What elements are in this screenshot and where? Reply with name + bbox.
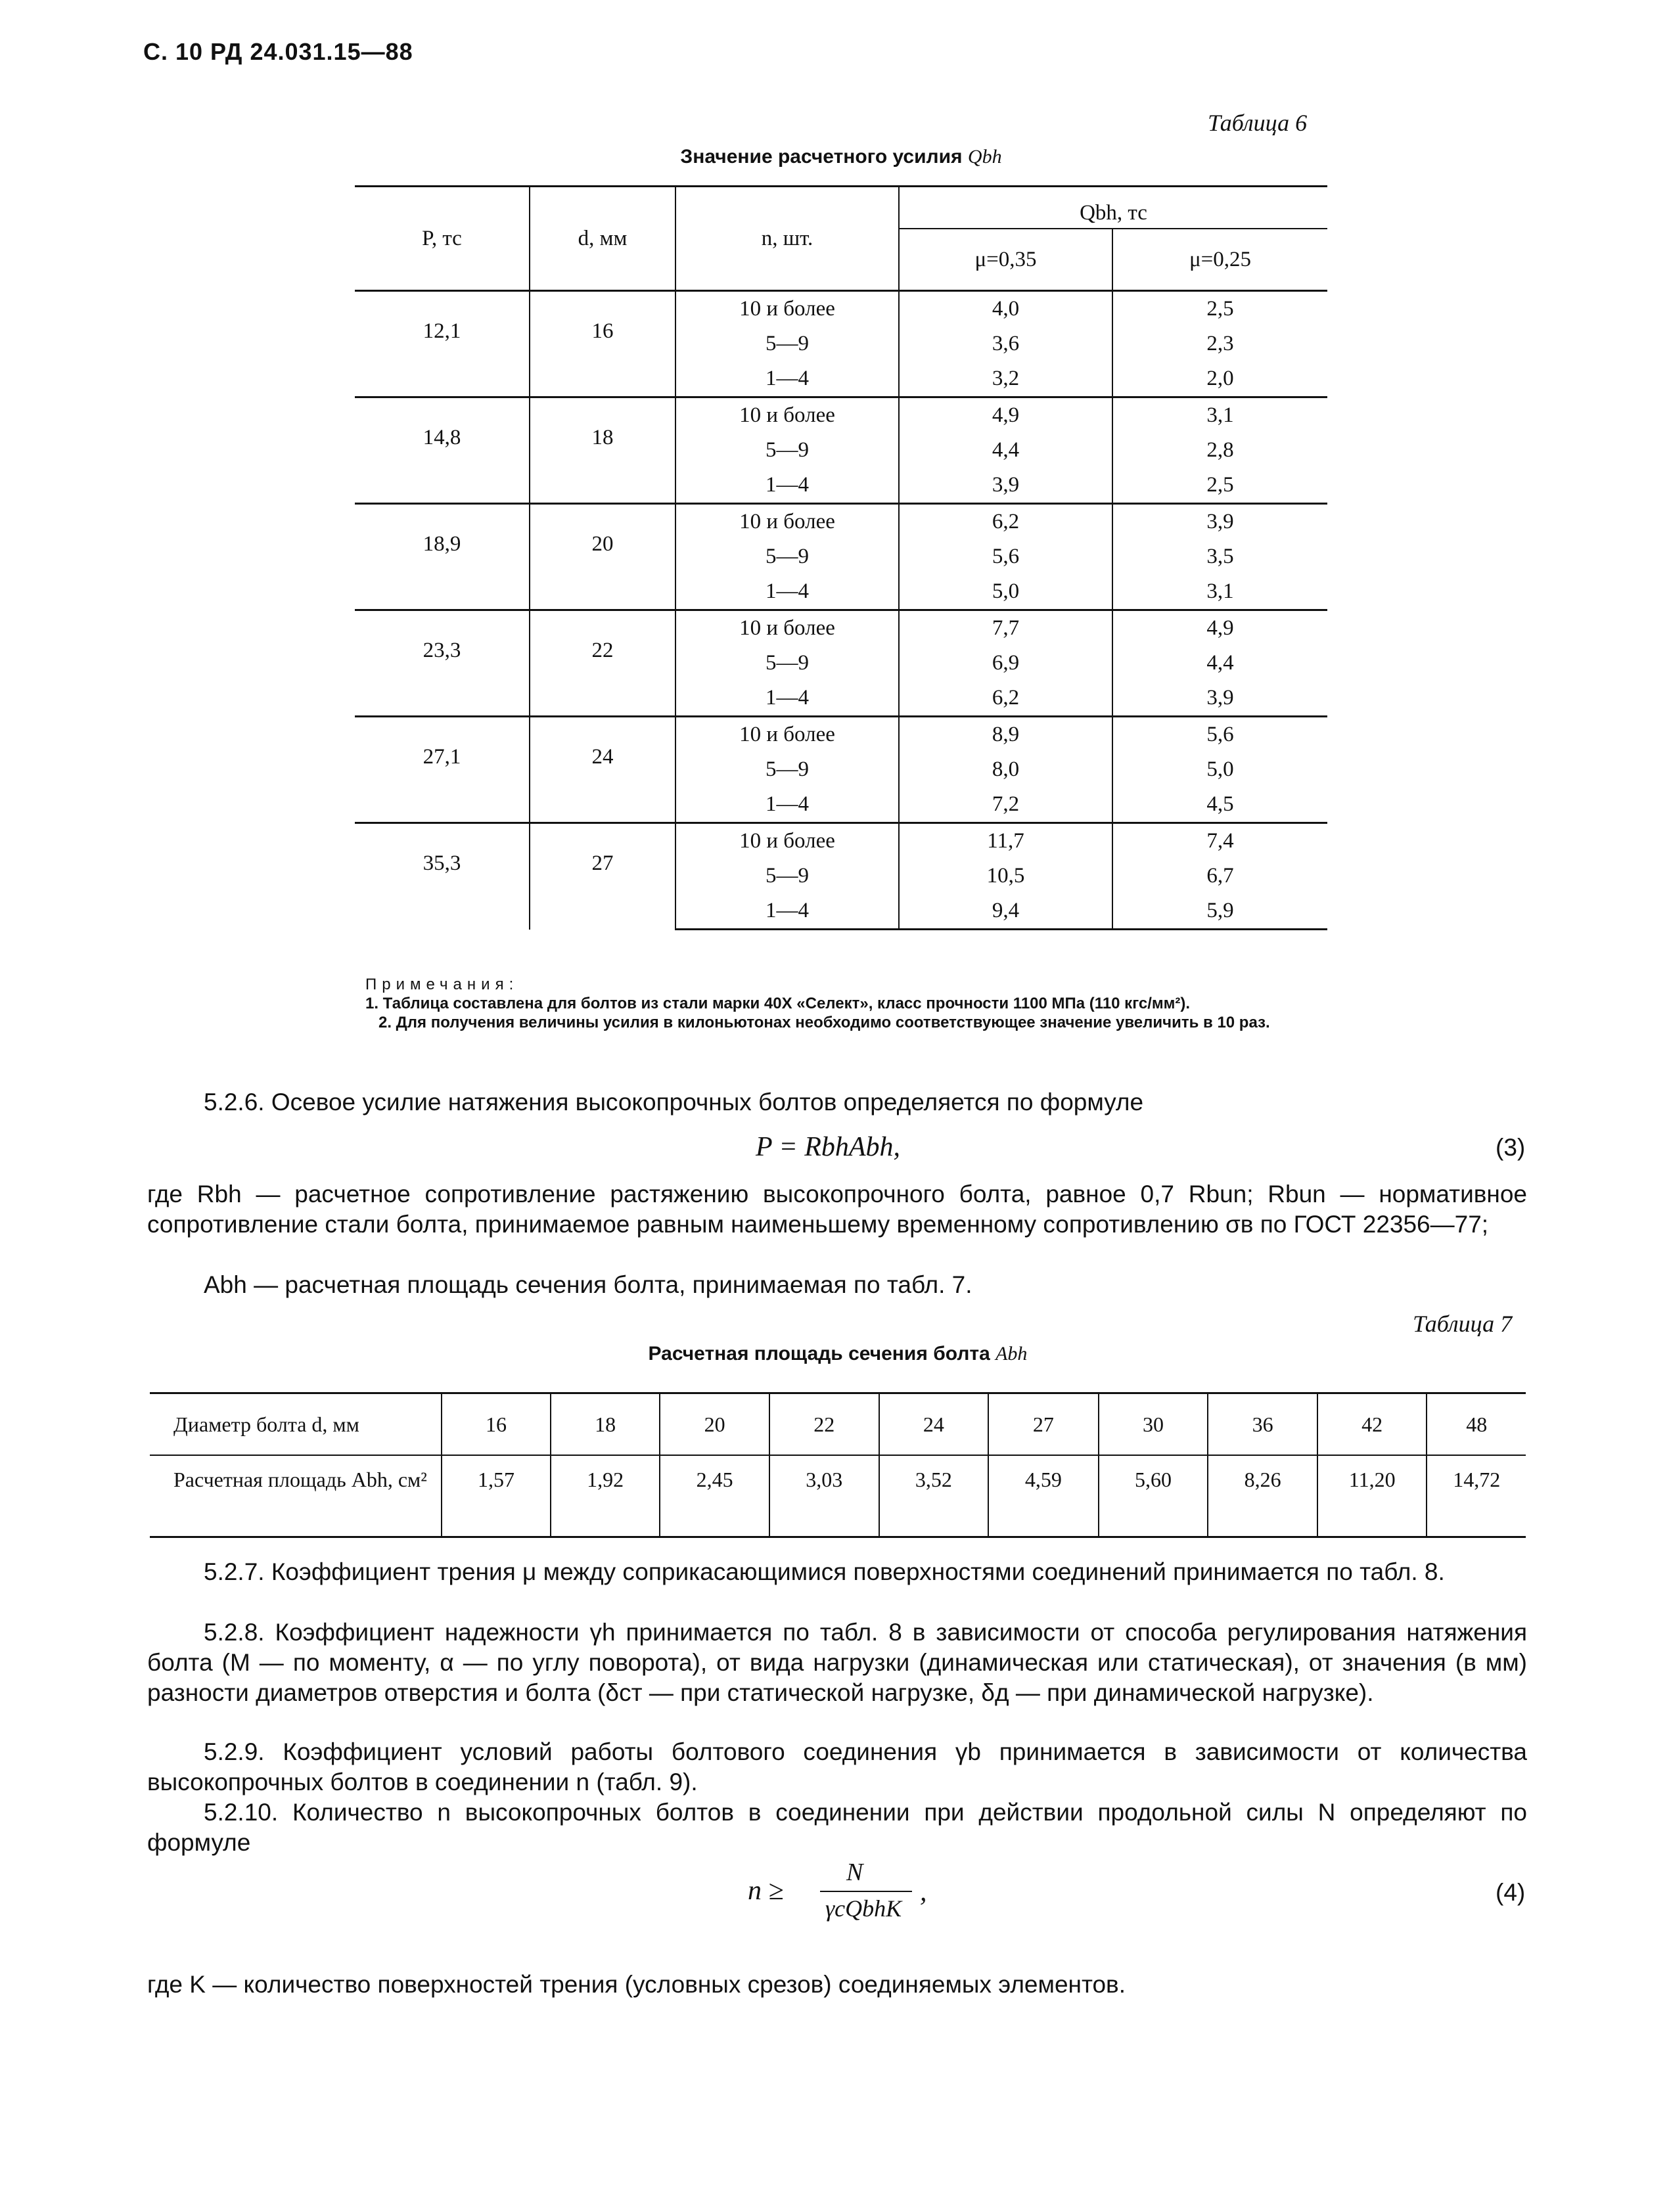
table6-cell-n: 5—9: [675, 539, 899, 574]
table7-cell-area: 3,03: [769, 1455, 879, 1537]
table6-cell-n: 1—4: [675, 787, 899, 823]
table7-cell-area: 4,59: [988, 1455, 1099, 1537]
table6-cell-mu2: 2,0: [1112, 361, 1327, 397]
table6-header-mu2: μ=0,25: [1112, 229, 1327, 291]
table7-row-area: [150, 1455, 1526, 1537]
table6-row: [355, 291, 1327, 327]
table6-cell-mu1: 3,6: [899, 327, 1112, 361]
table6-cell-mu2: 6,7: [1112, 859, 1327, 893]
table6-cell-n: 1—4: [675, 574, 899, 610]
table6-cell-mu2: 5,0: [1112, 752, 1327, 787]
table6-cell-mu2: 3,1: [1112, 397, 1327, 434]
table6-cell-n: 5—9: [675, 327, 899, 361]
table6-cell-mu2: 7,4: [1112, 823, 1327, 859]
table6-body: [355, 291, 1327, 930]
table6-cell-n: 5—9: [675, 859, 899, 893]
table6-cell-mu1: 5,6: [899, 539, 1112, 574]
table6-cell-d: 22: [530, 610, 675, 717]
paragraph-5-2-8: 5.2.8. Коэффициент надежности γh принимается по табл. 8 в зависимости от способа регулирования натяжения болта (M — по моменту, α — по углу поворота), от вида нагрузки (динамическая или статическая), от значения (в мм) разности диаметров отверстия и болта (δст — при статической нагрузке, δд — при динамической нагрузке).: [147, 1619, 1527, 1706]
table6-header-Q: Qbh, тс: [899, 187, 1327, 229]
table6-row: [355, 823, 1327, 859]
table6-cell-mu2: 4,4: [1112, 646, 1327, 681]
table6-cell-mu2: 4,9: [1112, 610, 1327, 646]
paragraph-5-2-6: 5.2.6. Осевое усилие натяжения высокопрочных болтов определяется по формуле: [204, 1089, 1144, 1116]
table7-cell-area: 1,92: [551, 1455, 660, 1537]
where-Abh: Abh — расчетная площадь сечения болта, принимаемая по табл. 7.: [204, 1271, 972, 1298]
table6-cell-P: 23,3: [355, 610, 530, 717]
table7-cell-diameter: 30: [1099, 1393, 1208, 1456]
table6-cell-mu1: 6,2: [899, 504, 1112, 540]
formula-3: P = RbhAbh,: [756, 1132, 901, 1162]
formula-4-number: (4): [1496, 1879, 1526, 1906]
table6-header-mu1: μ=0,35: [899, 229, 1112, 291]
table6-cell-mu1: 9,4: [899, 893, 1112, 930]
table7-cell-area: 2,45: [660, 1455, 769, 1537]
table6-cell-n: 10 и более: [675, 610, 899, 646]
table7-title: [150, 1343, 1526, 1365]
paragraph-5-2-7: 5.2.7. Коэффициент трения μ между соприкасающимися поверхностями соединений принимается по табл. 8.: [204, 1558, 1445, 1585]
table6-notes: [365, 975, 1325, 1032]
table6-cell-n: 1—4: [675, 681, 899, 717]
table6-cell-P: 12,1: [355, 291, 530, 397]
table6-cell-mu1: 6,9: [899, 646, 1112, 681]
table6-cell-n: 1—4: [675, 468, 899, 504]
table6-row: [355, 397, 1327, 434]
table6-row: [355, 717, 1327, 753]
table6-cell-mu2: 2,5: [1112, 468, 1327, 504]
table7-cell-diameter: 20: [660, 1393, 769, 1456]
table6-cell-d: 18: [530, 397, 675, 504]
table6-number: Таблица 6: [1208, 110, 1308, 136]
table6-cell-d: 27: [530, 823, 675, 930]
table6-cell-mu2: 5,9: [1112, 893, 1327, 930]
table6-title: [355, 146, 1327, 168]
table7-cell-diameter: 22: [769, 1393, 879, 1456]
table6-cell-mu1: 11,7: [899, 823, 1112, 859]
table7-cell-diameter: 27: [988, 1393, 1099, 1456]
paragraph-5-2-10: 5.2.10. Количество n высокопрочных болтов в соединении при действии продольной силы N определяют по формуле: [147, 1799, 1527, 1856]
table6-cell-n: 10 и более: [675, 397, 899, 434]
formula-4-fraction-bar: [820, 1891, 912, 1892]
table6-cell-mu1: 3,9: [899, 468, 1112, 504]
table6-cell-mu2: 3,9: [1112, 504, 1327, 540]
formula-4-lhs: n ≥: [748, 1876, 784, 1906]
table6-cell-d: 20: [530, 504, 675, 610]
table6-cell-P: 18,9: [355, 504, 530, 610]
table6-cell-n: 5—9: [675, 433, 899, 468]
table6-cell-mu1: 8,0: [899, 752, 1112, 787]
page-header: С. 10 РД 24.031.15—88: [143, 38, 413, 65]
table7-cell-diameter: 36: [1208, 1393, 1317, 1456]
table7-cell-diameter: 24: [879, 1393, 989, 1456]
table6-cell-mu1: 8,9: [899, 717, 1112, 753]
table7-row-diameter: [150, 1393, 1526, 1456]
table6-cell-mu2: 2,8: [1112, 433, 1327, 468]
table6-cell-n: 1—4: [675, 361, 899, 397]
table6-cell-mu1: 10,5: [899, 859, 1112, 893]
table6-cell-n: 10 и более: [675, 291, 899, 327]
table6-cell-mu1: 7,7: [899, 610, 1112, 646]
note-2: 2. Для получения величины усилия в килоньютонах необходимо соответствующее значение увеличить в 10 раз.: [378, 1014, 1270, 1031]
paragraph-5-2-9: 5.2.9. Коэффициент условий работы болтового соединения γb принимается в зависимости от количества высокопрочных болтов в соединении n (табл. 9).: [147, 1738, 1527, 1795]
formula-4: [748, 1858, 932, 1930]
table7-cell-area: 11,20: [1317, 1455, 1427, 1537]
table7-row2-label: Расчетная площадь Abh, см²: [150, 1455, 442, 1537]
table7-number: Таблица 7: [1413, 1311, 1513, 1337]
table6-title-text: Значение расчетного усилия: [680, 146, 963, 168]
table6-cell-P: 14,8: [355, 397, 530, 504]
table6-cell-mu2: 4,5: [1112, 787, 1327, 823]
where-K: где K — количество поверхностей трения (условных срезов) соединяемых элементов.: [147, 1971, 1126, 1998]
table6-cell-n: 10 и более: [675, 717, 899, 753]
table6-cell-n: 1—4: [675, 893, 899, 930]
formula-4-denominator: γcQbhK: [825, 1895, 902, 1922]
table6-cell-P: 27,1: [355, 717, 530, 823]
table6-row: [355, 504, 1327, 540]
table6-cell-mu2: 2,5: [1112, 291, 1327, 327]
table6-cell-d: 24: [530, 717, 675, 823]
table7-cell-diameter: 18: [551, 1393, 660, 1456]
table7-cell-diameter: 42: [1317, 1393, 1427, 1456]
table6-cell-n: 5—9: [675, 646, 899, 681]
table6-header-P: P, тс: [355, 187, 530, 291]
table6: [355, 185, 1327, 930]
table7-cell-diameter: 48: [1427, 1393, 1526, 1456]
table6-cell-mu1: 4,4: [899, 433, 1112, 468]
table7-cell-area: 3,52: [879, 1455, 989, 1537]
table7-title-symbol: Abh: [995, 1343, 1028, 1365]
table7-cell-area: 1,57: [442, 1455, 551, 1537]
table7-title-text: Расчетная площадь сечения болта: [648, 1343, 990, 1365]
table6-cell-mu1: 7,2: [899, 787, 1112, 823]
notes-title: Примечания:: [365, 976, 519, 993]
where-Rbh: где Rbh — расчетное сопротивление растяжению высокопрочного болта, равное 0,7 Rbun; Rbun — нормативное сопротивление стали болта, принимаемое равным наименьшему временному сопротивлению σв по ГОСТ 22356—77;: [147, 1181, 1527, 1238]
table6-cell-mu2: 5,6: [1112, 717, 1327, 753]
table7-cell-area: 14,72: [1427, 1455, 1526, 1537]
table6-cell-mu1: 4,9: [899, 397, 1112, 434]
table6-cell-P: 35,3: [355, 823, 530, 930]
note-1: 1. Таблица составлена для болтов из стали марки 40Х «Селект», класс прочности 1100 МПа (110 кгс/мм²).: [365, 995, 1191, 1012]
table6-cell-mu2: 3,5: [1112, 539, 1327, 574]
table7: [150, 1392, 1526, 1538]
table6-cell-mu2: 3,9: [1112, 681, 1327, 717]
table6-header-n: n, шт.: [675, 187, 899, 291]
table6-cell-n: 10 и более: [675, 504, 899, 540]
table6-cell-d: 16: [530, 291, 675, 397]
table7-row1-label: Диаметр болта d, мм: [150, 1393, 442, 1456]
formula-4-comma: ,: [920, 1877, 927, 1907]
table6-cell-n: 5—9: [675, 752, 899, 787]
table6-cell-mu1: 3,2: [899, 361, 1112, 397]
table6-cell-mu1: 5,0: [899, 574, 1112, 610]
formula-3-number: (3): [1496, 1134, 1526, 1161]
table6-header-d: d, мм: [530, 187, 675, 291]
table6-title-symbol: Qbh: [967, 146, 1002, 168]
table7-cell-area: 8,26: [1208, 1455, 1317, 1537]
table7-cell-area: 5,60: [1099, 1455, 1208, 1537]
table6-row: [355, 610, 1327, 646]
table6-cell-mu1: 4,0: [899, 291, 1112, 327]
formula-4-numerator: N: [846, 1859, 863, 1886]
table7-cell-diameter: 16: [442, 1393, 551, 1456]
table6-cell-mu2: 3,1: [1112, 574, 1327, 610]
table6-cell-mu1: 6,2: [899, 681, 1112, 717]
table6-cell-mu2: 2,3: [1112, 327, 1327, 361]
table6-cell-n: 10 и более: [675, 823, 899, 859]
